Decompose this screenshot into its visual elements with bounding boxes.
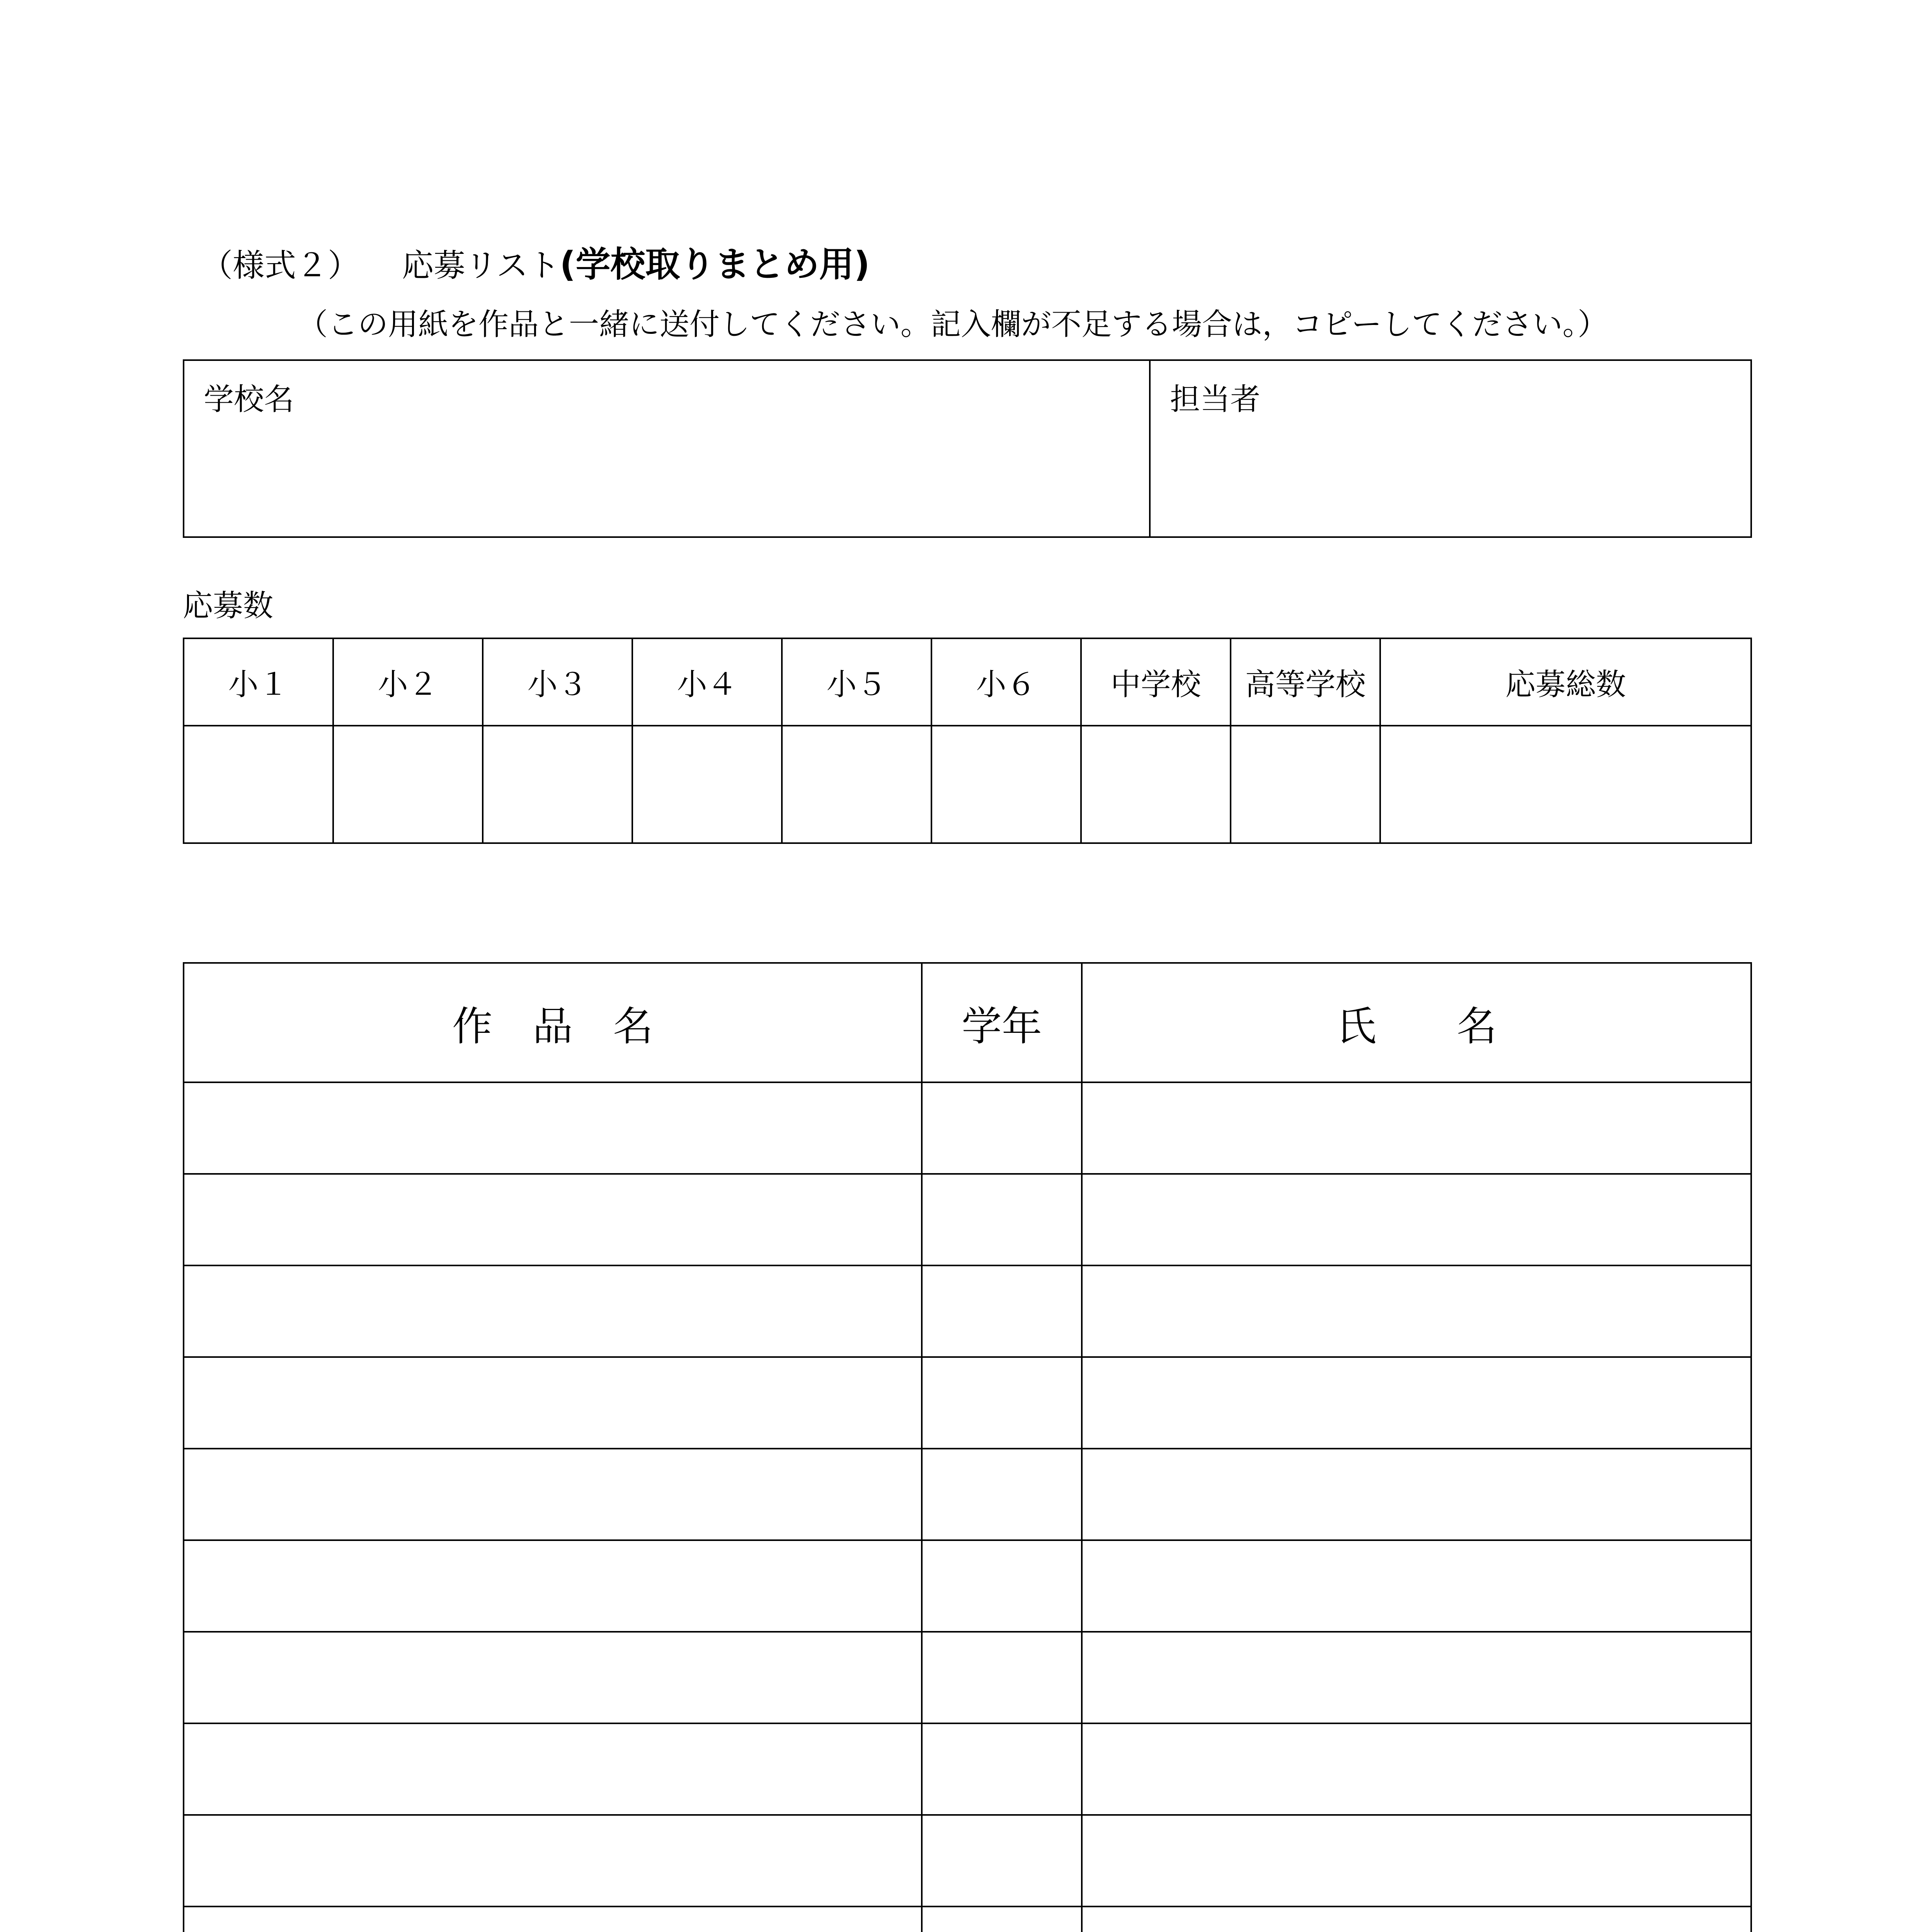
count-header-grade3: 小３ [483,638,632,726]
entry-row [184,1082,1751,1174]
work-title-field[interactable] [184,1174,922,1265]
student-name-field[interactable] [1082,1815,1751,1906]
work-title-field[interactable] [184,1265,922,1357]
work-title-field[interactable] [184,1540,922,1632]
entry-row [184,1632,1751,1723]
count-field-high-school[interactable] [1231,726,1380,843]
entry-row [184,1357,1751,1449]
grade-field[interactable] [922,1906,1082,1932]
student-name-field[interactable] [1082,1265,1751,1357]
count-header-high-school: 高等学校 [1231,638,1380,726]
entry-row [184,1540,1751,1632]
count-field-grade6[interactable] [931,726,1081,843]
header-work-title: 作 品 名 [184,963,922,1082]
school-name-field[interactable] [184,360,1150,537]
entry-count-label: 応募数 [183,588,274,623]
work-title-field[interactable] [184,1723,922,1815]
student-name-field[interactable] [1082,1723,1751,1815]
grade-field[interactable] [922,1174,1082,1265]
entry-list-body [184,1082,1751,1932]
count-header-junior-high: 中学校 [1081,638,1231,726]
form-style-number: （様式２） [201,247,360,284]
count-field-total[interactable] [1380,726,1751,843]
header-student-name: 氏 名 [1082,963,1751,1082]
student-name-field[interactable] [1082,1540,1751,1632]
header-grade: 学年 [922,963,1082,1082]
count-field-junior-high[interactable] [1081,726,1231,843]
student-name-field[interactable] [1082,1082,1751,1174]
count-field-grade1[interactable] [184,726,333,843]
count-header-grade6: 小６ [931,638,1081,726]
work-title-field[interactable] [184,1357,922,1449]
entry-row [184,1815,1751,1906]
contact-person-label: 担当者 [1170,382,1261,417]
contact-person-field[interactable] [1150,360,1751,537]
entry-row [184,1723,1751,1815]
count-header-grade2: 小２ [333,638,483,726]
form-heading [201,243,870,287]
work-title-field[interactable] [184,1906,922,1932]
school-info-table [183,359,1752,538]
grade-field[interactable] [922,1632,1082,1723]
grade-field[interactable] [922,1815,1082,1906]
entry-list-header-row [184,963,1751,1082]
entry-count-header-row [184,638,1751,726]
student-name-field[interactable] [1082,1632,1751,1723]
form-title-subtitle: (学校取りまとめ用) [560,244,870,285]
work-title-field[interactable] [184,1449,922,1540]
count-header-grade4: 小４ [632,638,782,726]
work-title-field[interactable] [184,1815,922,1906]
work-title-field[interactable] [184,1082,922,1174]
count-header-grade5: 小５ [782,638,931,726]
count-field-grade2[interactable] [333,726,483,843]
entry-row [184,1449,1751,1540]
grade-field[interactable] [922,1357,1082,1449]
entry-count-table [183,638,1752,844]
grade-field[interactable] [922,1723,1082,1815]
count-field-grade5[interactable] [782,726,931,843]
count-header-total: 応募総数 [1380,638,1751,726]
grade-field[interactable] [922,1449,1082,1540]
entry-row [184,1265,1751,1357]
instruction-text: （この用紙を作品と一緒に送付してください。記入欄が不足する場合は，コピーしてください。） [298,307,1608,342]
student-name-field[interactable] [1082,1906,1751,1932]
count-field-grade3[interactable] [483,726,632,843]
student-name-field[interactable] [1082,1174,1751,1265]
entry-row [184,1174,1751,1265]
count-header-grade1: 小１ [184,638,333,726]
grade-field[interactable] [922,1265,1082,1357]
school-name-label: 学校名 [204,382,295,417]
grade-field[interactable] [922,1082,1082,1174]
entry-row [184,1906,1751,1932]
entry-count-input-row [184,726,1751,843]
count-field-grade4[interactable] [632,726,782,843]
form-title: 応募リスト [402,247,560,284]
grade-field[interactable] [922,1540,1082,1632]
student-name-field[interactable] [1082,1357,1751,1449]
student-name-field[interactable] [1082,1449,1751,1540]
entry-list-table [183,962,1752,1932]
work-title-field[interactable] [184,1632,922,1723]
